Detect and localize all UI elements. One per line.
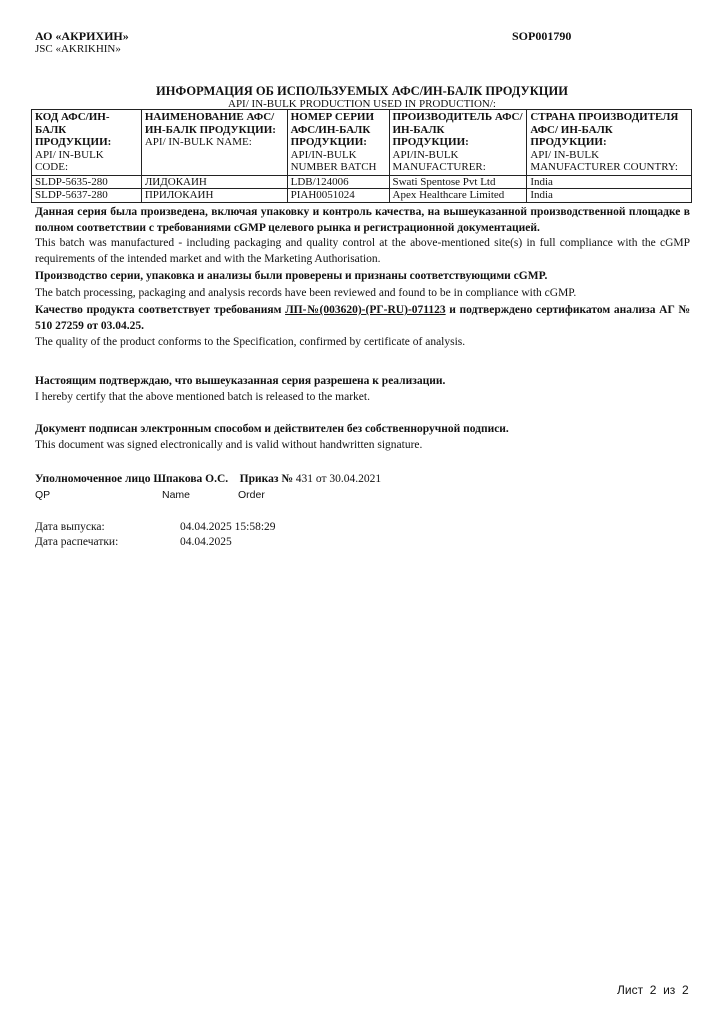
- label-name: Name: [162, 489, 191, 501]
- header-code: КОД АФС/ИН-БАЛК ПРОДУКЦИИ: API/ IN-BULK CODE:: [32, 110, 142, 176]
- table-row: [32, 189, 692, 203]
- label-order: Order: [238, 489, 265, 501]
- signature-statement-ru: Документ подписан электронным способом и действителен без собственноручной подписи.: [35, 423, 509, 435]
- print-date-value: 04.04.2025: [180, 536, 232, 548]
- table-row: [32, 175, 692, 189]
- release-statement-en: I hereby certify that the above mentioned batch is released to the market.: [35, 391, 370, 403]
- cell-code: SLDP-5635-280: [32, 175, 142, 189]
- issue-date-label: Дата выпуска:: [35, 521, 105, 533]
- cell-name: ПРИЛОКАИН: [141, 189, 287, 203]
- cell-country: India: [527, 189, 692, 203]
- cell-name: ЛИДОКАИН: [141, 175, 287, 189]
- signatory-line: [35, 473, 381, 485]
- page-number: Лист 2 из 2: [617, 983, 689, 997]
- quality-statement-ru: Качество продукта соответствует требованиям ЛП-№(003620)-(РГ-RU)-071123 и подтверждено сертификатом анализа АГ № 510 27259 от 03.04.25.: [35, 304, 690, 332]
- specification-reference: ЛП-№(003620)-(РГ-RU)-071123: [285, 304, 446, 316]
- company-name-ru: АО «АКРИХИН»: [35, 29, 129, 43]
- batch-statement-en: This batch was manufactured - including packaging and quality control at the above-mentioned site(s) in full compliance with the cGMP requirements of the intended market and with the Marketing Authorisation.: [35, 237, 690, 265]
- cell-manufacturer: Swati Spentose Pvt Ltd: [389, 175, 527, 189]
- issue-date-value: 04.04.2025 15:58:29: [180, 521, 276, 533]
- order-text: 431 от 30.04.2021: [295, 473, 382, 485]
- cell-batch: PIAH0051024: [287, 189, 389, 203]
- batch-statement-ru: Данная серия была произведена, включая упаковку и контроль качества, на вышеуказанной производственной площадке в полном соответствии с требованиями cGMP целевого рынка и регистрационной документацией.: [35, 206, 690, 234]
- header-country: СТРАНА ПРОИЗВОДИТЕЛЯ АФС/ ИН-БАЛК ПРОДУКЦИИ: API/ IN-BULK MANUFACTURER COUNTRY:: [527, 110, 692, 176]
- order-label: Приказ №: [239, 473, 293, 485]
- document-code: SOP001790: [512, 29, 572, 43]
- signatory-name: Шпакова О.С.: [153, 473, 229, 485]
- company-name-en: JSC «AKRIKHIN»: [35, 43, 121, 55]
- cell-batch: LDB/124006: [287, 175, 389, 189]
- quality-statement-en: The quality of the product conforms to the Specification, confirmed by certificate of analysis.: [35, 336, 466, 348]
- table-header-row: [32, 110, 692, 176]
- print-date-label: Дата распечатки:: [35, 536, 119, 548]
- records-statement-en: The batch processing, packaging and analysis records have been reviewed and found to be in compliance with cGMP.: [35, 287, 577, 299]
- header-manufacturer: ПРОИЗВОДИТЕЛЬ АФС/ ИН-БАЛК ПРОДУКЦИИ: API/IN-BULK MANUFACTURER:: [389, 110, 527, 176]
- cell-code: SLDP-5637-280: [32, 189, 142, 203]
- api-table: [31, 109, 692, 203]
- page-subtitle: API/ IN-BULK PRODUCTION USED IN PRODUCTION/:: [228, 98, 496, 110]
- cell-country: India: [527, 175, 692, 189]
- signature-statement-en: This document was signed electronically and is valid without handwritten signature.: [35, 439, 423, 451]
- cell-manufacturer: Apex Healthcare Limited: [389, 189, 527, 203]
- label-qp: QP: [35, 489, 51, 501]
- records-statement-ru: Производство серии, упаковка и анализы были проверены и признаны соответствующими cGMP.: [35, 270, 548, 282]
- header-batch: НОМЕР СЕРИИ АФС/ИН-БАЛК ПРОДУКЦИИ: API/IN-BULK NUMBER BATCH: [287, 110, 389, 176]
- release-statement-ru: Настоящим подтверждаю, что вышеуказанная серия разрешена к реализации.: [35, 375, 446, 387]
- signatory-label: Уполномоченное лицо: [35, 473, 151, 485]
- page-title: ИНФОРМАЦИЯ ОБ ИСПОЛЬЗУЕМЫХ АФС/ИН-БАЛК ПРОДУКЦИИ: [156, 84, 568, 98]
- header-name: НАИМЕНОВАНИЕ АФС/ИН-БАЛК ПРОДУКЦИИ: API/ IN-BULK NAME:: [141, 110, 287, 176]
